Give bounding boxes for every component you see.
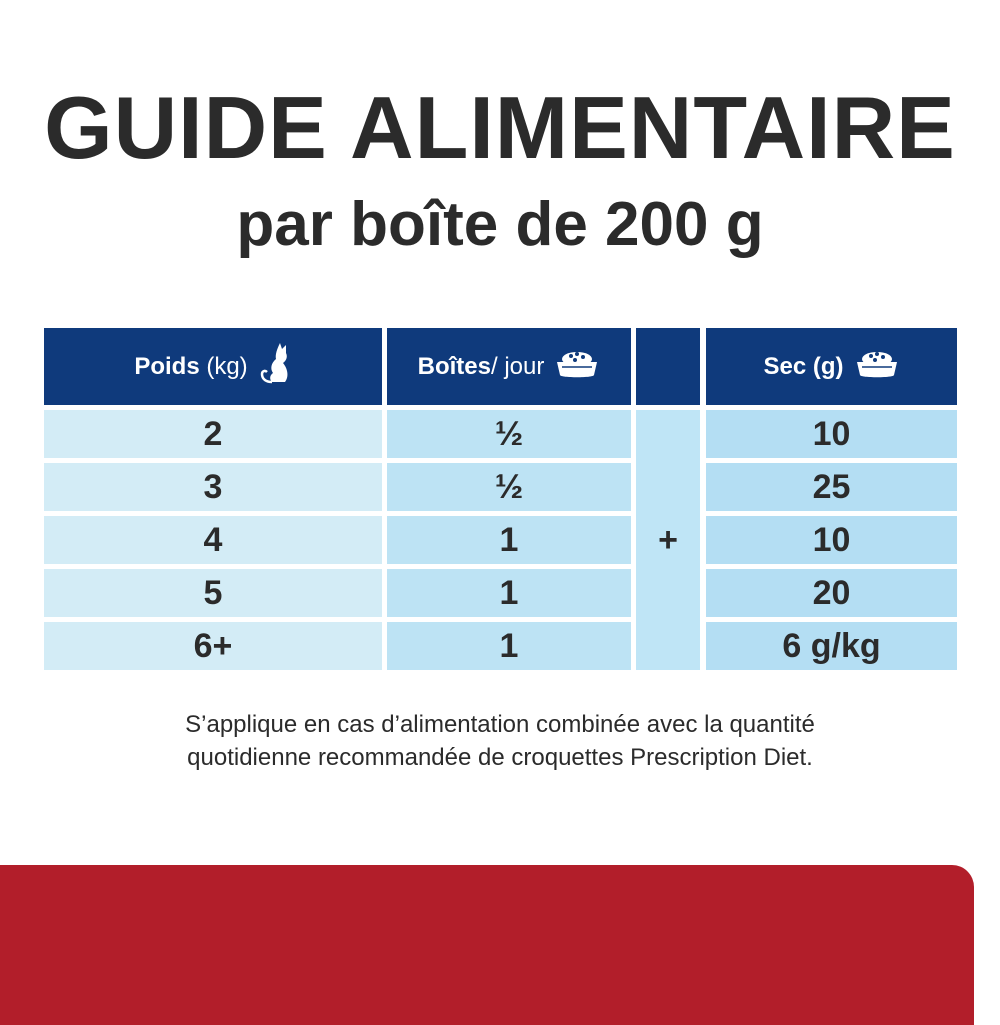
header-weight — [44, 328, 382, 405]
header-cans-label: Boîtes — [417, 352, 491, 380]
table-cell-dry: 25 — [706, 463, 957, 511]
table-cell-cans: ½ — [387, 410, 631, 458]
cat-icon — [258, 341, 292, 392]
header-weight-unit: (kg) — [199, 352, 248, 380]
table-cell-cans: ½ — [387, 463, 631, 511]
table-cell-dry: 10 — [706, 410, 957, 458]
table-cell-weight: 3 — [44, 463, 382, 511]
table-cell-weight: 5 — [44, 569, 382, 617]
plus-sign: + — [636, 410, 700, 670]
table-cell-weight: 6+ — [44, 622, 382, 670]
table-cell-dry: 20 — [706, 569, 957, 617]
page-subtitle: par boîte de 200 g — [236, 190, 764, 259]
table-cell-dry: 6 g/kg — [706, 622, 957, 670]
table-cell-weight: 2 — [44, 410, 382, 458]
header-dry-label: Sec (g) — [763, 352, 844, 380]
header-dry — [706, 328, 957, 405]
table-cell-cans: 1 — [387, 569, 631, 617]
footnote — [0, 708, 1000, 774]
food-bowl-icon — [554, 345, 600, 388]
footnote-line-2: quotidienne recommandée de croquettes Prescription Diet. — [187, 744, 813, 771]
food-bowl-icon — [854, 345, 900, 388]
table-cell-weight: 4 — [44, 516, 382, 564]
table-cell-dry: 10 — [706, 516, 957, 564]
header-plus-spacer — [636, 328, 700, 405]
table-cell-cans: 1 — [387, 622, 631, 670]
header-cans-unit: / jour — [491, 352, 545, 380]
table-cell-cans: 1 — [387, 516, 631, 564]
page-title: GUIDE ALIMENTAIRE — [44, 78, 956, 177]
footnote-line-1: S’applique en cas d’alimentation combinée avec la quantité — [185, 711, 815, 738]
accent-bar — [0, 865, 974, 1025]
header-cans — [387, 328, 631, 405]
header-weight-label: Poids — [134, 352, 200, 380]
